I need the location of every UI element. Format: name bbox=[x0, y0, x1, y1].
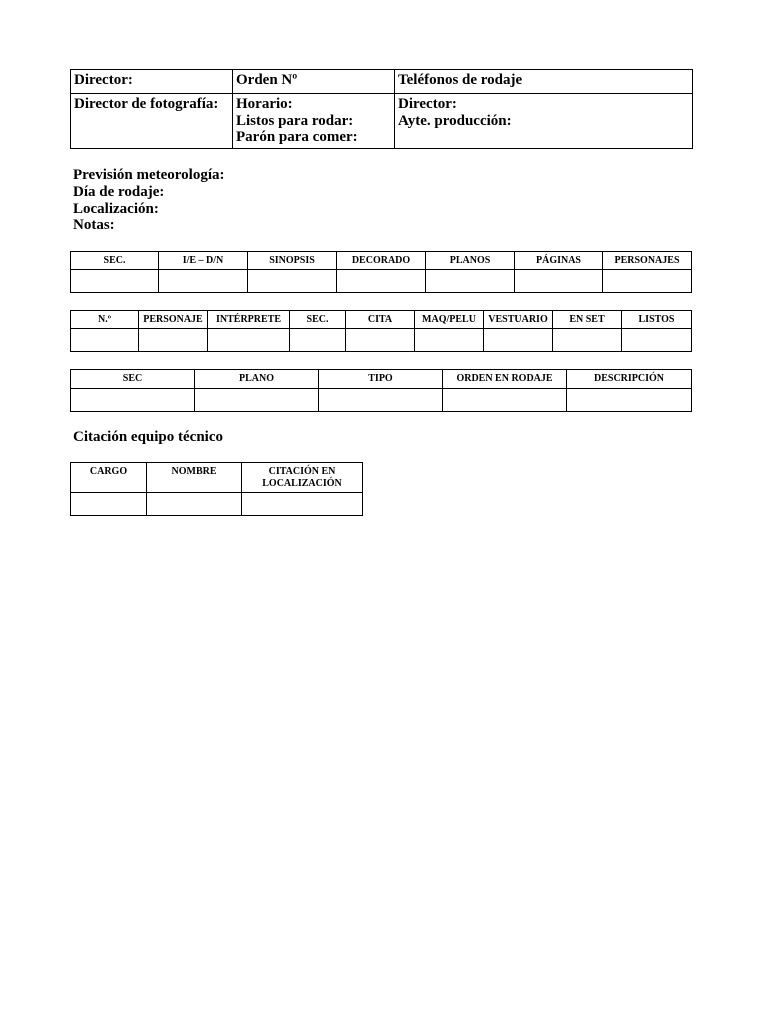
location-label: Localización: bbox=[73, 200, 159, 217]
table-row bbox=[71, 389, 692, 412]
listos-label: Listos para rodar: bbox=[236, 112, 354, 129]
scenes-table bbox=[70, 251, 692, 293]
phones-label: Teléfonos de rodaje bbox=[398, 72, 523, 88]
table-cell[interactable] bbox=[71, 389, 195, 412]
header-row-1 bbox=[71, 70, 693, 94]
horario-label: Horario: bbox=[236, 96, 293, 112]
table-cell[interactable] bbox=[415, 329, 484, 352]
table-cell[interactable] bbox=[208, 329, 290, 352]
weather-label: Previsión meteorología: bbox=[73, 167, 225, 183]
header-row-2 bbox=[71, 94, 693, 149]
col-header: CITA bbox=[346, 311, 415, 329]
col-header: PÁGINAS bbox=[515, 252, 603, 270]
table-row bbox=[71, 493, 363, 516]
phone-ayte-label: Ayte. producción: bbox=[398, 112, 512, 129]
col-header: ORDEN EN RODAJE bbox=[443, 370, 567, 389]
table-cell[interactable] bbox=[346, 329, 415, 352]
col-header: VESTUARIO bbox=[484, 311, 553, 329]
paron-label: Parón para comer: bbox=[236, 129, 358, 145]
table-cell[interactable] bbox=[515, 270, 603, 293]
dop-label: Director de fotografía: bbox=[74, 96, 219, 112]
table-cell[interactable] bbox=[337, 270, 426, 293]
col-header: PLANOS bbox=[426, 252, 515, 270]
table-cell[interactable] bbox=[71, 493, 147, 516]
table-row bbox=[71, 329, 692, 352]
col-header: PLANO bbox=[195, 370, 319, 389]
cast-table bbox=[70, 310, 692, 352]
table-cell[interactable] bbox=[603, 270, 692, 293]
col-header: EN SET bbox=[553, 311, 622, 329]
table-cell[interactable] bbox=[195, 389, 319, 412]
crew-section-title: Citación equipo técnico bbox=[73, 429, 223, 445]
shooting-day-label: Día de rodaje: bbox=[73, 183, 165, 200]
table-cell[interactable] bbox=[567, 389, 692, 412]
table-cell[interactable] bbox=[426, 270, 515, 293]
col-header: CARGO bbox=[71, 463, 147, 493]
scenes-header-row bbox=[71, 252, 692, 270]
col-header: CITACIÓN EN LOCALIZACIÓN bbox=[242, 463, 363, 493]
crew-header-row bbox=[71, 463, 363, 493]
info-block bbox=[73, 167, 225, 234]
phone-director-label: Director: bbox=[398, 96, 457, 112]
shots-header-row bbox=[71, 370, 692, 389]
notes-label: Notas: bbox=[73, 217, 115, 234]
table-cell[interactable] bbox=[71, 329, 139, 352]
table-cell[interactable] bbox=[290, 329, 346, 352]
col-header: NOMBRE bbox=[147, 463, 242, 493]
col-header: SEC bbox=[71, 370, 195, 389]
col-header: DESCRIPCIÓN bbox=[567, 370, 692, 389]
table-cell[interactable] bbox=[484, 329, 553, 352]
col-header: MAQ/PELU bbox=[415, 311, 484, 329]
col-header: DECORADO bbox=[337, 252, 426, 270]
table-cell[interactable] bbox=[147, 493, 242, 516]
table-cell[interactable] bbox=[71, 270, 159, 293]
table-cell[interactable] bbox=[553, 329, 622, 352]
table-row bbox=[71, 270, 692, 293]
order-label: Orden Nº bbox=[236, 72, 298, 88]
col-header: SINOPSIS bbox=[248, 252, 337, 270]
table-cell[interactable] bbox=[159, 270, 248, 293]
col-header: PERSONAJE bbox=[139, 311, 208, 329]
table-cell[interactable] bbox=[248, 270, 337, 293]
shots-table bbox=[70, 369, 692, 412]
col-header: PERSONAJES bbox=[603, 252, 692, 270]
director-label: Director: bbox=[74, 72, 133, 88]
director-cell[interactable] bbox=[71, 70, 233, 94]
table-cell[interactable] bbox=[622, 329, 692, 352]
col-header: N.º bbox=[71, 311, 139, 329]
col-header: I/E – D/N bbox=[159, 252, 248, 270]
crew-table bbox=[70, 462, 363, 516]
table-cell[interactable] bbox=[139, 329, 208, 352]
header-table bbox=[70, 69, 693, 149]
col-header: SEC. bbox=[71, 252, 159, 270]
dop-cell[interactable] bbox=[71, 94, 233, 149]
col-header: INTÉRPRETE bbox=[208, 311, 290, 329]
phones-detail-cell[interactable] bbox=[395, 94, 693, 149]
table-cell[interactable] bbox=[242, 493, 363, 516]
order-cell[interactable] bbox=[233, 70, 395, 94]
col-header: SEC. bbox=[290, 311, 346, 329]
col-header: TIPO bbox=[319, 370, 443, 389]
cast-header-row bbox=[71, 311, 692, 329]
phones-cell[interactable] bbox=[395, 70, 693, 94]
table-cell[interactable] bbox=[443, 389, 567, 412]
table-cell[interactable] bbox=[319, 389, 443, 412]
schedule-cell[interactable] bbox=[233, 94, 395, 149]
col-header: LISTOS bbox=[622, 311, 692, 329]
